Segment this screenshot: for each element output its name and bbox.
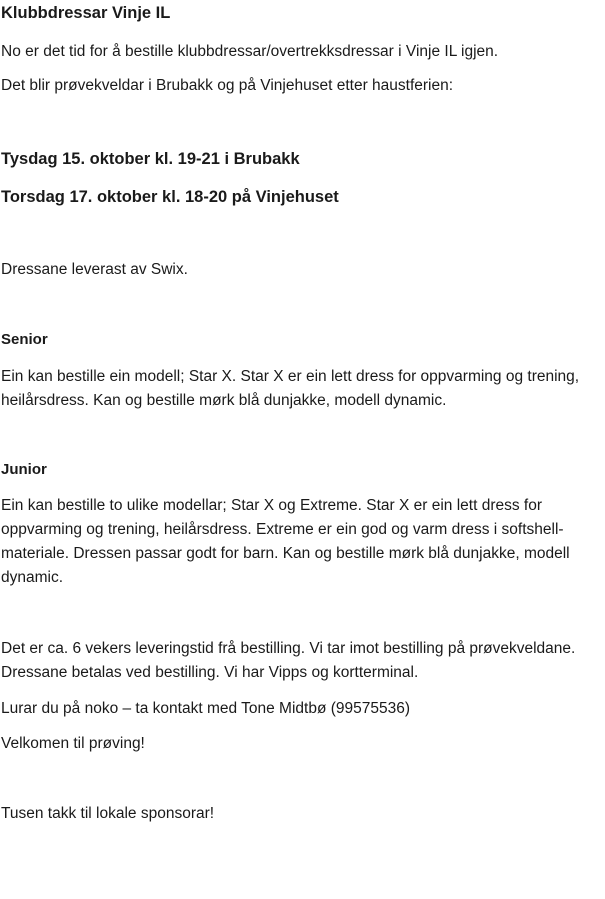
senior-paragraph: Ein kan bestille ein modell; Star X. Star X er ein lett dress for oppvarming og trening, heilårsdress. Kan og bestille mørk blå dunjakke, modell dynamic. bbox=[1, 368, 580, 409]
senior-heading: Senior bbox=[1, 331, 48, 348]
event-vinjehuset: Torsdag 17. oktober kl. 18-20 på Vinjehuset bbox=[1, 188, 339, 206]
thanks-paragraph: Tusen takk til lokale sponsorar! bbox=[1, 805, 215, 822]
welcome-paragraph: Velkomen til prøving! bbox=[1, 735, 145, 752]
intro-paragraph-2: Det blir prøvekveldar i Brubakk og på Vinjehuset etter haustferien: bbox=[1, 77, 454, 94]
supplier-paragraph: Dressane leverast av Swix. bbox=[1, 261, 188, 278]
event-brubakk: Tysdag 15. oktober kl. 19-21 i Brubakk bbox=[1, 150, 300, 168]
junior-heading: Junior bbox=[1, 461, 47, 478]
junior-paragraph: Ein kan bestille to ulike modellar; Star X og Extreme. Star X er ein lett dress for oppvarming og trening, heilårsdress. Extreme er ein god og varm dress i softshell-materiale. Dressen passar godt for barn. Kan og bestille mørk blå dunjakke, modell dynamic. bbox=[1, 497, 570, 586]
contact-paragraph: Lurar du på noko – ta kontakt med Tone Midtbø (99575536) bbox=[1, 700, 411, 717]
intro-paragraph-1: No er det tid for å bestille klubbdressar/overtrekksdressar i Vinje IL igjen. bbox=[1, 43, 499, 60]
delivery-paragraph: Det er ca. 6 vekers leveringstid frå bestilling. Vi tar imot bestilling på prøvekveldane. Dressane betalas ved bestilling. Vi har Vipps og kortterminal. bbox=[1, 640, 576, 681]
document-title: Klubbdressar Vinje IL bbox=[1, 4, 171, 22]
